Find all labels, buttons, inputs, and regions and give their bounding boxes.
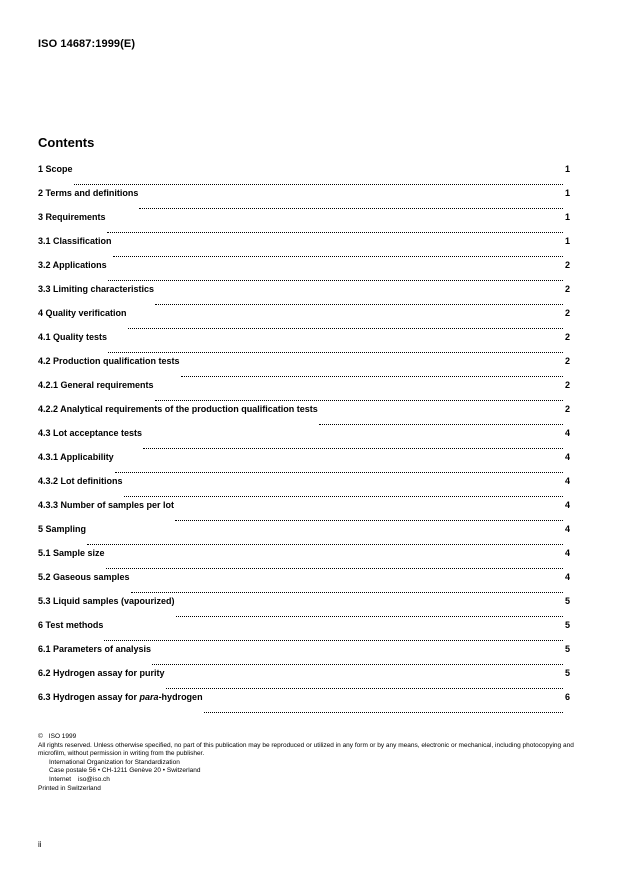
- copyright-line: [38, 733, 578, 742]
- table-of-contents: [38, 164, 570, 716]
- toc-entry-page: 6: [564, 692, 570, 702]
- toc-entry-title: 2 Terms and definitions: [38, 188, 139, 198]
- toc-entry-page: 5: [564, 596, 570, 606]
- organization-name: International Organization for Standardization: [49, 758, 180, 766]
- toc-entry: [38, 452, 570, 476]
- toc-entry: [38, 620, 570, 644]
- toc-dot-leader: [74, 183, 563, 185]
- toc-entry-title: 4.3.1 Applicability: [38, 452, 114, 462]
- contact-email: iso@iso.ch: [78, 775, 110, 783]
- toc-entry-page: 4: [564, 548, 570, 558]
- toc-entry-page: 4: [564, 452, 570, 462]
- toc-dot-leader: [108, 279, 563, 281]
- toc-entry: [38, 548, 570, 572]
- toc-entry-title: 3.1 Classification: [38, 236, 112, 246]
- toc-entry-page: 4: [564, 428, 570, 438]
- toc-title-suffix: -hydrogen: [158, 692, 203, 702]
- toc-dot-leader: [175, 519, 563, 521]
- toc-dot-leader: [155, 399, 563, 401]
- toc-entry-page: 4: [564, 500, 570, 510]
- printed-in: Printed in Switzerland: [38, 784, 101, 792]
- toc-entry-title: 4.2 Production qualification tests: [38, 356, 180, 366]
- toc-entry-title: 5.2 Gaseous samples: [38, 572, 130, 582]
- toc-entry: [38, 356, 570, 380]
- toc-title-italic: para: [139, 692, 159, 702]
- toc-entry-page: 1: [564, 188, 570, 198]
- toc-entry: [38, 260, 570, 284]
- toc-entry: [38, 428, 570, 452]
- toc-entry: [38, 332, 570, 356]
- toc-entry: [38, 668, 570, 692]
- toc-entry: [38, 380, 570, 404]
- toc-dot-leader: [107, 231, 563, 233]
- toc-entry-title: [38, 692, 203, 702]
- toc-entry-title: 4.2.2 Analytical requirements of the production qualification tests: [38, 404, 318, 414]
- page-number: ii: [38, 840, 42, 849]
- toc-entry: [38, 212, 570, 236]
- toc-entry-title: 6.2 Hydrogen assay for purity: [38, 668, 165, 678]
- toc-dot-leader: [152, 663, 563, 665]
- toc-dot-leader: [87, 543, 563, 545]
- toc-entry: [38, 188, 570, 212]
- toc-entry-title: 3 Requirements: [38, 212, 106, 222]
- toc-entry: [38, 644, 570, 668]
- toc-entry-title: 4.3.3 Number of samples per lot: [38, 500, 175, 510]
- copyright-symbol: ©: [38, 733, 43, 740]
- toc-entry-page: 5: [564, 668, 570, 678]
- toc-entry-title: 3.3 Limiting characteristics: [38, 284, 155, 294]
- toc-entry-page: 2: [564, 308, 570, 318]
- toc-entry-title: 4.2.1 General requirements: [38, 380, 154, 390]
- toc-dot-leader: [181, 375, 563, 377]
- toc-entry: [38, 500, 570, 524]
- toc-entry: [38, 572, 570, 596]
- toc-entry-page: 2: [564, 404, 570, 414]
- toc-entry-title: 3.2 Applications: [38, 260, 107, 270]
- toc-entry-page: 1: [564, 236, 570, 246]
- toc-entry-title: 5 Sampling: [38, 524, 87, 534]
- toc-dot-leader: [124, 495, 563, 497]
- toc-entry-page: 4: [564, 476, 570, 486]
- internet-line: [38, 776, 578, 785]
- toc-entry-page: 2: [564, 260, 570, 270]
- toc-entry: [38, 524, 570, 548]
- toc-entry: [38, 308, 570, 332]
- toc-entry-title: 5.3 Liquid samples (vapourized): [38, 596, 175, 606]
- toc-dot-leader: [204, 711, 563, 713]
- toc-dot-leader: [106, 567, 563, 569]
- toc-dot-leader: [319, 423, 563, 425]
- toc-entry-title: 4.3 Lot acceptance tests: [38, 428, 143, 438]
- toc-dot-leader: [113, 255, 563, 257]
- toc-dot-leader: [139, 207, 563, 209]
- toc-dot-leader: [115, 471, 563, 473]
- toc-entry-title: 5.1 Sample size: [38, 548, 105, 558]
- toc-entry-page: 5: [564, 644, 570, 654]
- contents-heading: Contents: [38, 135, 95, 150]
- toc-entry: [38, 596, 570, 620]
- toc-title-prefix: 6.3 Hydrogen assay for: [38, 692, 140, 702]
- toc-dot-leader: [176, 615, 563, 617]
- toc-entry-title: 4 Quality verification: [38, 308, 127, 318]
- toc-entry-title: 4.1 Quality tests: [38, 332, 108, 342]
- toc-dot-leader: [166, 687, 563, 689]
- toc-entry-title: 1 Scope: [38, 164, 73, 174]
- toc-entry-page: 2: [564, 380, 570, 390]
- copyright-notice: [38, 733, 578, 793]
- toc-entry-page: 2: [564, 356, 570, 366]
- toc-dot-leader: [143, 447, 563, 449]
- toc-entry: [38, 164, 570, 188]
- toc-entry: [38, 236, 570, 260]
- toc-entry-page: 1: [564, 212, 570, 222]
- toc-dot-leader: [155, 303, 563, 305]
- toc-entry-page: 4: [564, 524, 570, 534]
- toc-entry-title: 4.3.2 Lot definitions: [38, 476, 123, 486]
- organization-address: Case postale 56 • CH-1211 Genève 20 • Switzerland: [49, 767, 201, 775]
- toc-entry-page: 5: [564, 620, 570, 630]
- toc-entry-page: 1: [564, 164, 570, 174]
- toc-dot-leader: [108, 351, 563, 353]
- toc-entry-page: 4: [564, 572, 570, 582]
- toc-entry: [38, 692, 570, 716]
- toc-entry: [38, 284, 570, 308]
- toc-entry-title: 6 Test methods: [38, 620, 104, 630]
- toc-dot-leader: [131, 591, 563, 593]
- copyright-year: ISO 1999: [48, 733, 77, 740]
- toc-entry: [38, 404, 570, 428]
- document-identifier: ISO 14687:1999(E): [38, 38, 136, 50]
- toc-dot-leader: [128, 327, 563, 329]
- internet-label: Internet: [49, 775, 72, 783]
- toc-entry-title: 6.1 Parameters of analysis: [38, 644, 152, 654]
- toc-entry-page: 2: [564, 332, 570, 342]
- toc-entry: [38, 476, 570, 500]
- rights-statement: All rights reserved. Unless otherwise specified, no part of this publication may be reproduced or utilized in any form or by any means, electronic or mechanical, including photocopying and microfilm, without permission in writing from the publisher.: [38, 741, 574, 758]
- toc-entry-page: 2: [564, 284, 570, 294]
- toc-dot-leader: [104, 639, 563, 641]
